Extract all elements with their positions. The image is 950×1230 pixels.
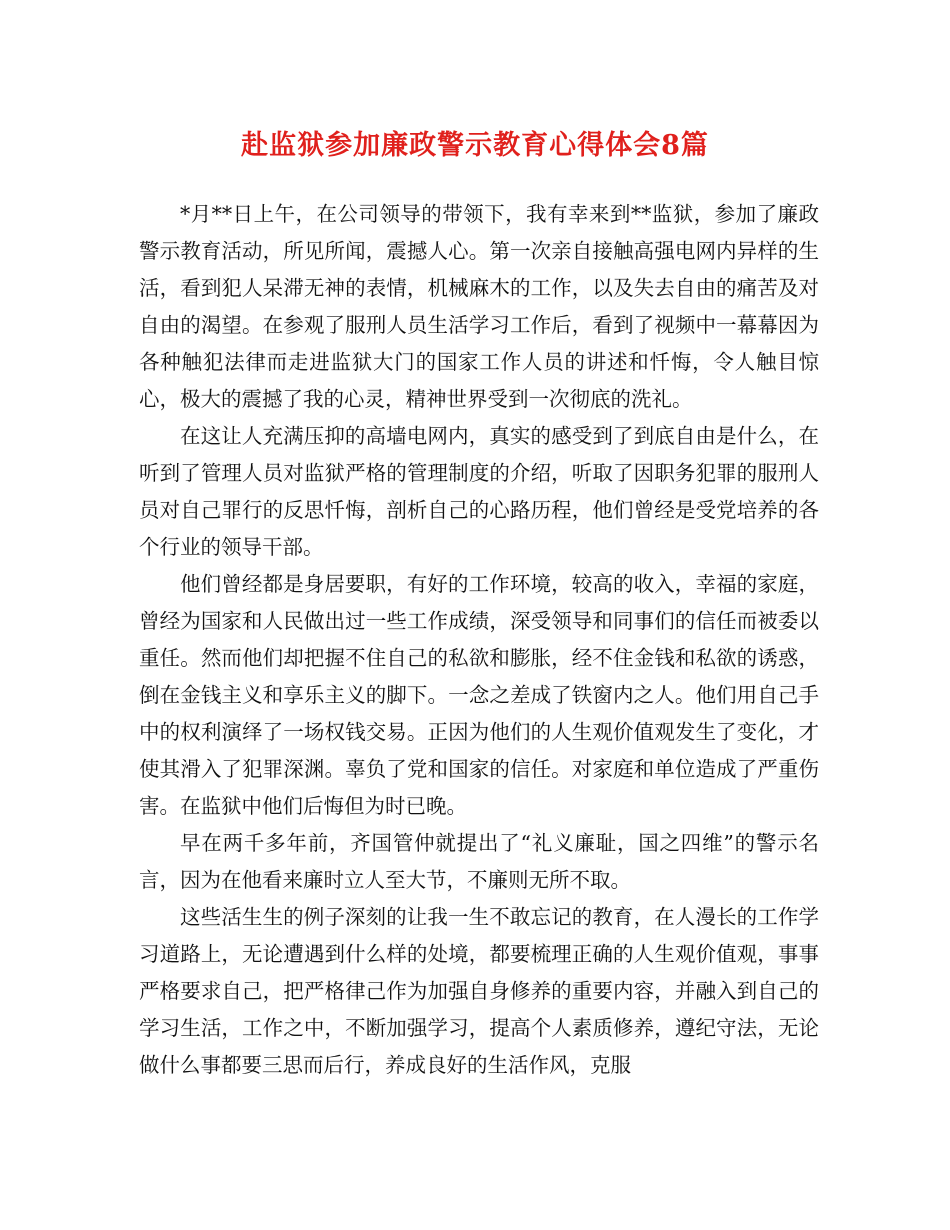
document-body: [139, 196, 819, 1084]
paragraph: 这些活生生的例子深刻的让我一生不敢忘记的教育，在人漫长的工作学习道路上，无论遭遇到什么样的处境，都要梳理正确的人生观价值观，事事严格要求自己，把严格律己作为加强自身修养的重要内容，并融入到自己的学习生活，工作之中，不断加强学习，提高个人素质修养，遵纪守法，无论做什么事都要三思而后行，养成良好的生活作风，克服: [139, 905, 819, 1077]
paragraph: 他们曾经都是身居要职，有好的工作环境，较高的收入，幸福的家庭，曾经为国家和人民做出过一些工作成绩，深受领导和同事们的信任而被委以重任。然而他们却把握不住自己的私欲和膨胀，经不住金钱和私欲的诱惑，倒在金钱主义和享乐主义的脚下。一念之差成了铁窗内之人。他们用自己手中的权利演绎了一场权钱交易。正因为他们的人生观价值观发生了变化，才使其滑入了犯罪深渊。辜负了党和国家的信任。对家庭和单位造成了严重伤害。在监狱中他们后悔但为时已晚。: [139, 572, 819, 818]
paragraph: 早在两千多年前，齐国管仲就提出了“礼义廉耻，国之四维”的警示名言，因为在他看来廉时立人至大节，不廉则无所不取。: [139, 831, 819, 892]
paragraph: *月**日上午，在公司领导的带领下，我有幸来到**监狱，参加了廉政警示教育活动，所见所闻，震撼人心。第一次亲自接触高强电网内异样的生活，看到犯人呆滞无神的表情，机械麻木的工作，以及失去自由的痛苦及对自由的渴望。在参观了服刑人员生活学习工作后，看到了视频中一幕幕因为各种触犯法律而走进监狱大门的国家工作人员的讲述和忏悔，令人触目惊心，极大的震撼了我的心灵，精神世界受到一次彻底的洗礼。: [139, 202, 819, 411]
paragraph: 在这让人充满压抑的高墙电网内，真实的感受到了到底自由是什么，在听到了管理人员对监狱严格的管理制度的介绍，听取了因职务犯罪的服刑人员对自己罪行的反思忏悔，剖析自己的心路历程，他们曾经是受党培养的各个行业的领导干部。: [139, 424, 819, 559]
document-title: 赴监狱参加廉政警示教育心得体会8篇: [241, 130, 709, 161]
